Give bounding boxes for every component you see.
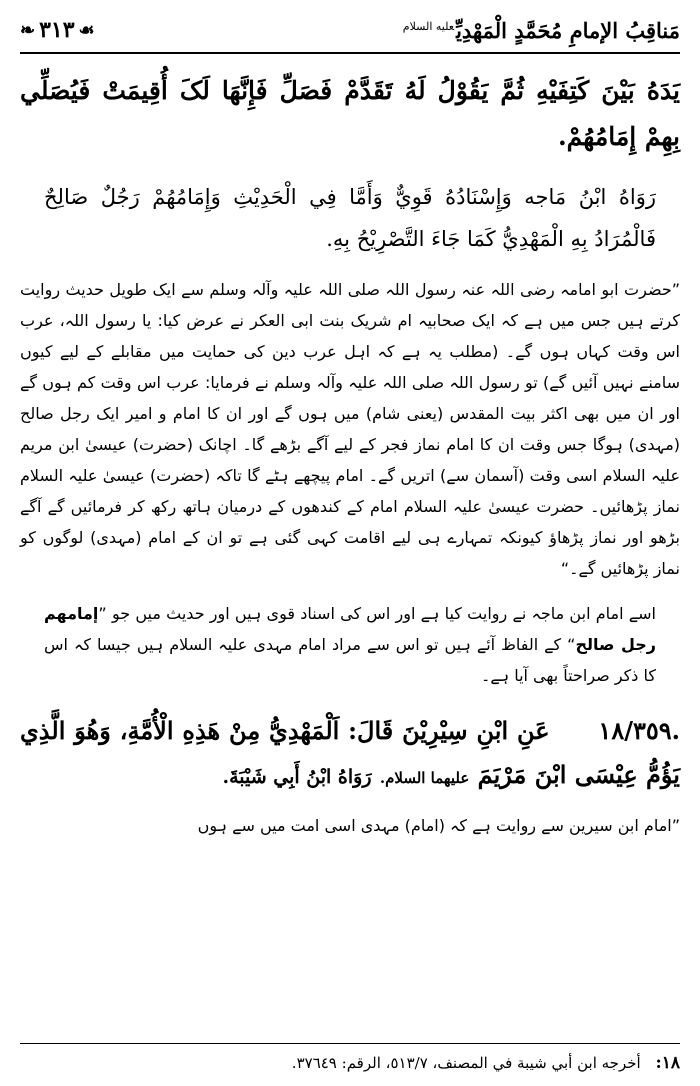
footnote-area bbox=[20, 1043, 680, 1078]
arabic-hadith-continuation: يَدَهُ بَيْنَ كَتِفَيْهِ ثُمَّ يَقُوْلُ لَهُ تَقَدَّمْ فَصَلِّ فَإِنَّهَا لَکَ أُقِيمَتْ فَيُصَلِّي بِهِمْ إِمَامُهُمْ. bbox=[20, 76, 680, 151]
page-header bbox=[20, 8, 680, 52]
running-title bbox=[403, 18, 680, 43]
footnote-text: أخرجه ابن أبي شيبة في المصنف، ٥١٣/٧، الرقم: ٣٧٦٤٩. bbox=[291, 1054, 641, 1072]
hadith-number: ١٨/٣٥٩. bbox=[598, 716, 680, 745]
page-number: ٣١٣ bbox=[39, 17, 75, 43]
running-title-text: مَناقِبُ الإمامِ مُحَمَّدٍ الْمَهْدِيِّ bbox=[456, 17, 680, 43]
arabic-narration-note: رَوَاهُ ابْنُ مَاجه وَإِسْنَادُهُ قَوِيٌّ وَأَمَّا فِي الْحَدِيْثِ وَإِمَامُهُمْ رَجُلٌ صَالِحٌ فَالْمُرَادُ بِهِ الْمَهْدِيُّ كَمَا جَاءَ التَّصْرِيْحُ بِهِ. bbox=[44, 185, 656, 251]
ornament-right-icon: ☙ bbox=[78, 19, 95, 41]
urdu-commentary-part2: “ کے الفاظ آئے ہیں تو اس سے مراد امام مہدی علیہ السلام ہیں جیسا کہ اس کا ذکر صراحتاً بھی آیا ہے۔ bbox=[44, 635, 656, 685]
page bbox=[20, 8, 680, 1078]
urdu-translation: ”حضرت ابو امامہ رضی اللہ عنہ رسول اللہ صلی اللہ علیہ وآلہ وسلم سے ایک طویل حدیث روایت کرتے ہیں جس میں ہے کہ ایک صحابیہ ام شریک بنت ابی العکر نے عرض کیا: یا رسول اللہ، عرب اس وقت کہاں ہوں گے۔ (مطلب یہ ہے کہ اہل عرب دین کی حمایت میں مقابلے کے لیے کیوں سامنے نہیں آئیں گے) تو رسول اللہ صلی اللہ علیہ وآلہ وسلم نے فرمایا: عرب اس وقت کم ہوں گے اور ان میں بھی اکثر بیت المقدس (یعنی شام) میں ہوں گے اور ان کا امام و امیر ایک رجل صالح (مہدی) ہوگا جس وقت ان کا امام نماز فجر کے لیے آگے بڑھے گا۔ اچانک (حضرت) عیسیٰ ابن مریم علیہ السلام اسی وقت (آسمان سے) اتریں گے۔ امام پیچھے ہٹے گا تاکہ (حضرت) عیسیٰ علیہ السلام نماز پڑھائیں۔ حضرت عیسیٰ علیہ السلام امام کے کندھوں کے درمیان ہاتھ رکھ کر فرمائیں گے آگے بڑھو اور نماز پڑھاؤ کیونکہ تمہارے ہی لیے اقامت کہی گئی ہے تو ان کے امام (مہدی) لوگوں کو نماز پڑھائیں گے۔“ bbox=[20, 280, 680, 578]
urdu-commentary-quote: إمامهم رجل صالح bbox=[44, 604, 656, 654]
hadith-salutation: عليهما السلام. bbox=[379, 769, 470, 787]
header-divider bbox=[20, 52, 680, 54]
ornament-left-icon: ❧ bbox=[20, 19, 36, 41]
footnote-number: ١٨: bbox=[655, 1053, 680, 1073]
hadith-narrator: رَوَاهُ ابْنُ أَبِي شَيْبَةَ. bbox=[222, 766, 372, 788]
page-number-block bbox=[20, 17, 95, 43]
hadith-359 bbox=[20, 709, 680, 800]
urdu-commentary bbox=[44, 598, 656, 691]
honorific-mark: عليه السلام bbox=[402, 19, 455, 33]
urdu-commentary-part1: اسے امام ابن ماجہ نے روایت کیا ہے اور اس کی اسناد قوی ہیں اور حدیث میں جو ” bbox=[98, 604, 656, 623]
urdu-translation-359: ”امام ابن سیرین سے روایت ہے کہ (امام) مہدی اسی امت میں سے ہوں bbox=[197, 816, 680, 835]
footnote bbox=[20, 1044, 680, 1078]
hadith-text: عَنِ ابْنِ سِيْرِيْنَ قَالَ: اَلْمَهْدِيُّ مِنْ هَذِهِ الْأُمَّةِ، وَهُوَ الَّذِي يَؤُمُّ عِيْسَى ابْنَ مَرْيَمَ bbox=[20, 716, 680, 789]
